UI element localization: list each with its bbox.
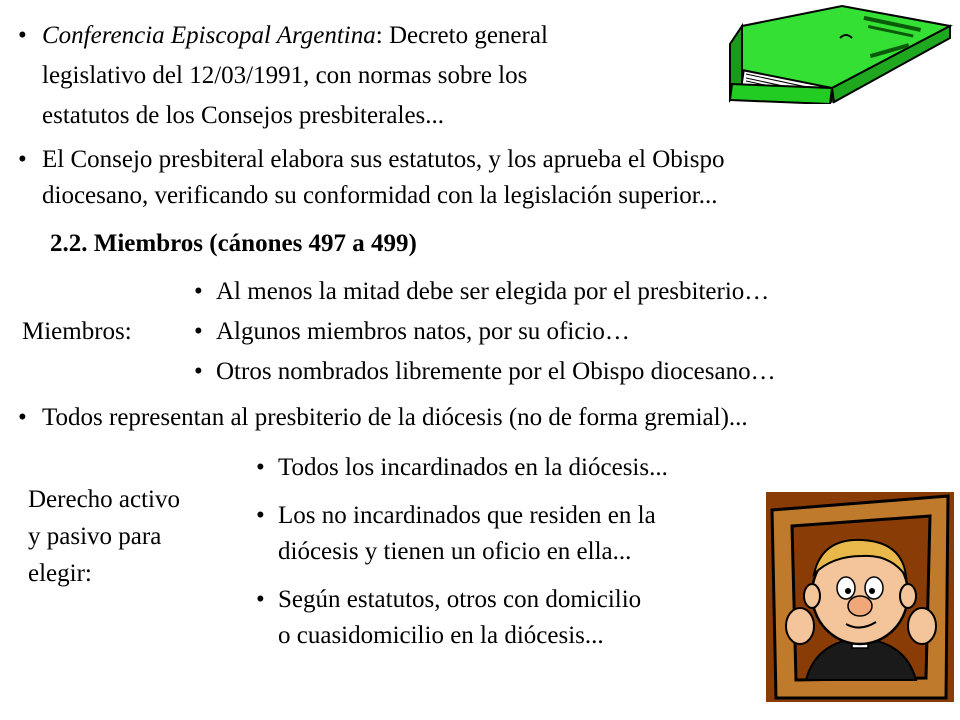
decree-line-1-rest: : Decreto general xyxy=(375,22,548,49)
statutes-line-2: diocesano, verificando su conformidad con la legislación superior... xyxy=(42,182,718,209)
decree-line-2: legislativo del 12/03/1991, con normas sobre los xyxy=(42,62,528,89)
bullet: • xyxy=(256,454,265,481)
bullet: • xyxy=(194,278,203,305)
rights-item-2-line-2: diócesis y tienen un oficio en ella... xyxy=(278,538,632,565)
rights-item-2-line-1: Los no incardinados que residen en la xyxy=(278,502,656,529)
rights-label-line-2: y pasivo para xyxy=(28,523,162,550)
rights-label-line-1: Derecho activo xyxy=(28,486,181,513)
decree-line-3: estatutos de los Consejos presbiterales... xyxy=(42,102,445,129)
bullet: • xyxy=(18,146,27,173)
represent-text: Todos representan al presbiterio de la diócesis (no de forma gremial)... xyxy=(42,404,748,431)
rights-item-3-line-2: o cuasidomicilio en la diócesis... xyxy=(278,622,604,649)
statutes-line-1: El Consejo presbiteral elabora sus estatutos, y los aprueba el Obispo xyxy=(42,146,725,173)
bullet: • xyxy=(194,318,203,345)
members-label: Miembros: xyxy=(22,318,132,345)
members-item-2: Algunos miembros natos, por su oficio… xyxy=(216,318,630,345)
rights-item-1: Todos los incardinados en la diócesis... xyxy=(278,454,668,481)
bullet: • xyxy=(256,586,265,613)
green-book-icon xyxy=(722,4,954,104)
bullet: • xyxy=(194,358,203,385)
rights-item-3-line-1: Según estatutos, otros con domicilio xyxy=(278,586,642,613)
conference-name: Conferencia Episcopal Argentina xyxy=(42,22,376,49)
rights-label-line-3: elegir: xyxy=(28,560,92,587)
bullet: • xyxy=(18,404,27,431)
bullet: • xyxy=(256,502,265,529)
bullet: • xyxy=(18,22,27,49)
priest-in-frame-icon xyxy=(766,492,954,702)
section-heading: 2.2. Miembros (cánones 497 a 499) xyxy=(50,230,417,257)
decree-line-1 xyxy=(42,20,548,52)
members-item-3: Otros nombrados libremente por el Obispo diocesano… xyxy=(216,358,776,385)
members-item-1: Al menos la mitad debe ser elegida por el presbiterio… xyxy=(216,278,770,305)
